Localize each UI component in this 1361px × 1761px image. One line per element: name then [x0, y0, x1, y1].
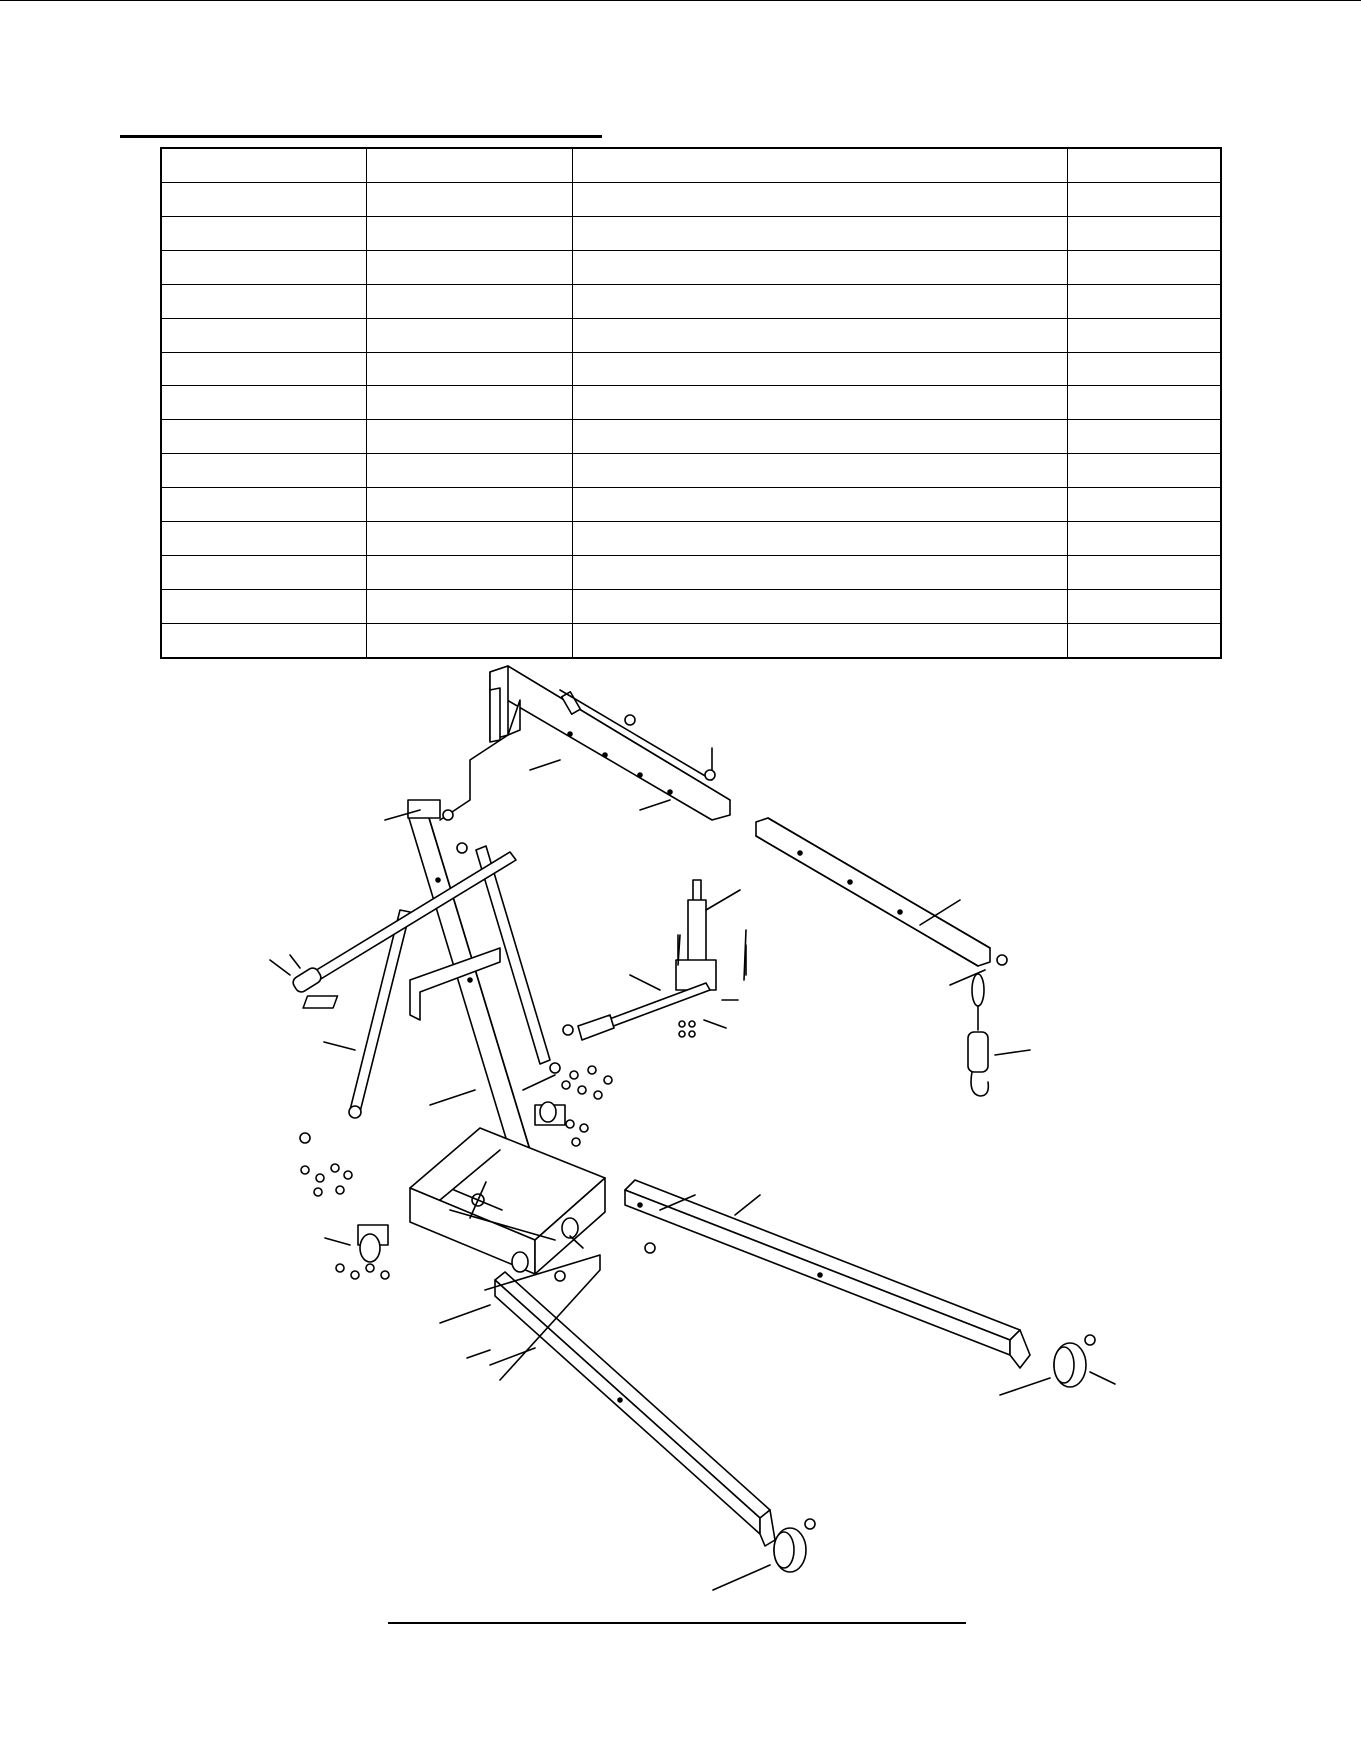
- table-cell: [366, 216, 572, 250]
- parts-list-body: [161, 148, 1221, 658]
- table-row: [161, 590, 1221, 624]
- table-cell: [161, 216, 366, 250]
- table-cell: [1067, 454, 1221, 488]
- table-cell: [366, 250, 572, 284]
- table-cell: [366, 386, 572, 420]
- table-row: [161, 250, 1221, 284]
- table-cell: [572, 590, 1067, 624]
- table-cell: [572, 522, 1067, 556]
- table-cell: [572, 352, 1067, 386]
- table-cell: [572, 284, 1067, 318]
- table-cell: [1067, 420, 1221, 454]
- table-row: [161, 216, 1221, 250]
- table-cell: [1067, 352, 1221, 386]
- table-row: [161, 148, 1221, 182]
- table-cell: [1067, 182, 1221, 216]
- table-cell: [366, 454, 572, 488]
- table-cell: [572, 148, 1067, 182]
- footer-rule: [0, 0, 1361, 1]
- table-cell: [366, 623, 572, 658]
- table-row: [161, 556, 1221, 590]
- table-cell: [1067, 284, 1221, 318]
- table-row: [161, 386, 1221, 420]
- table-cell: [161, 556, 366, 590]
- table-cell: [161, 318, 366, 352]
- table-row: [161, 318, 1221, 352]
- exploded-parts-diagram: [0, 660, 1361, 1620]
- table-row: [161, 623, 1221, 658]
- table-cell: [366, 556, 572, 590]
- left-leg: [485, 1255, 775, 1546]
- table-cell: [572, 250, 1067, 284]
- table-row: [161, 420, 1221, 454]
- table-cell: [161, 352, 366, 386]
- table-cell: [161, 522, 366, 556]
- boom-extension: [756, 818, 990, 966]
- rear-wheel-left: [713, 1528, 806, 1590]
- table-cell: [572, 420, 1067, 454]
- table-cell: [1067, 216, 1221, 250]
- table-cell: [366, 522, 572, 556]
- table-cell: [161, 148, 366, 182]
- table-cell: [161, 590, 366, 624]
- table-row: [161, 182, 1221, 216]
- table-cell: [366, 148, 572, 182]
- table-cell: [366, 420, 572, 454]
- table-cell: [1067, 148, 1221, 182]
- table-cell: [1067, 488, 1221, 522]
- table-cell: [572, 318, 1067, 352]
- table-cell: [161, 386, 366, 420]
- table-cell: [572, 488, 1067, 522]
- parts-list-table: [160, 147, 1222, 659]
- table-row: [161, 488, 1221, 522]
- table-row: [161, 522, 1221, 556]
- table-row: [161, 454, 1221, 488]
- table-cell: [366, 352, 572, 386]
- figure-caption-underline: [388, 1622, 966, 1624]
- table-cell: [161, 454, 366, 488]
- table-cell: [572, 623, 1067, 658]
- table-cell: [366, 182, 572, 216]
- table-cell: [572, 216, 1067, 250]
- table-row: [161, 284, 1221, 318]
- table-cell: [161, 488, 366, 522]
- right-leg: [625, 1180, 1030, 1368]
- table-cell: [366, 590, 572, 624]
- table-cell: [1067, 623, 1221, 658]
- caster-wheel: [325, 1225, 388, 1262]
- table-cell: [572, 556, 1067, 590]
- base-frame: [410, 1128, 605, 1274]
- table-cell: [161, 284, 366, 318]
- table-row: [161, 352, 1221, 386]
- table-cell: [161, 250, 366, 284]
- table-cell: [161, 182, 366, 216]
- table-cell: [1067, 556, 1221, 590]
- table-cell: [1067, 590, 1221, 624]
- table-cell: [1067, 318, 1221, 352]
- table-cell: [572, 386, 1067, 420]
- table-cell: [161, 420, 366, 454]
- table-cell: [1067, 250, 1221, 284]
- heading-underline: [120, 135, 602, 138]
- table-cell: [572, 182, 1067, 216]
- table-cell: [1067, 386, 1221, 420]
- table-cell: [366, 488, 572, 522]
- table-cell: [366, 318, 572, 352]
- table-cell: [572, 454, 1067, 488]
- lifting-hook: [968, 974, 1030, 1096]
- table-cell: [161, 623, 366, 658]
- boom-arm: [440, 666, 730, 820]
- table-cell: [1067, 522, 1221, 556]
- table-cell: [366, 284, 572, 318]
